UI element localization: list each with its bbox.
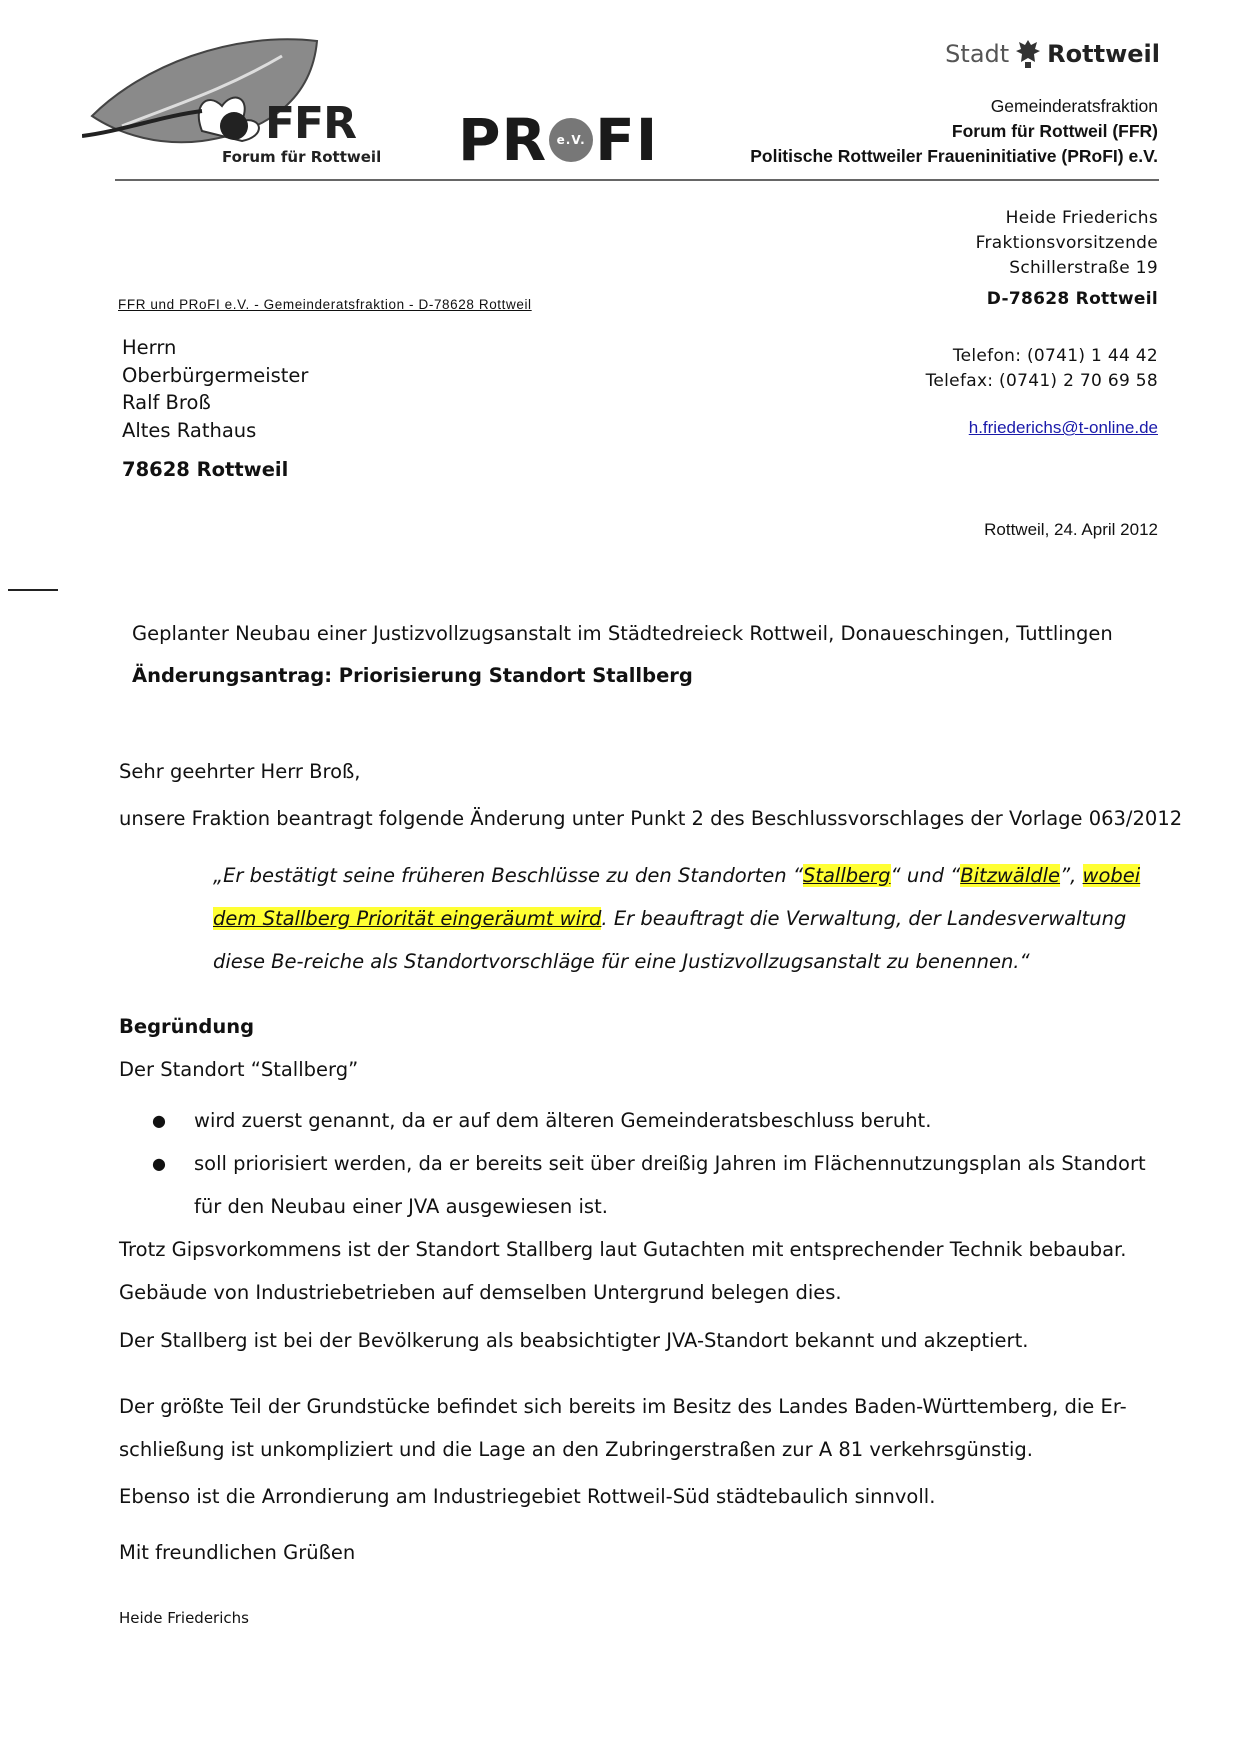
sender-phone: Telefon: (0741) 1 44 42 [952, 346, 1158, 366]
sender-street: Schillerstraße 19 [1009, 258, 1158, 278]
recipient-plz-city: 78628 Rottweil [122, 458, 289, 481]
bullet-icon: ● [152, 1111, 166, 1130]
standort-line: Der Standort “Stallberg” [119, 1058, 359, 1081]
section-heading-begruendung: Begründung [119, 1015, 255, 1038]
quote-highlight-2: Bitzwäldle [960, 864, 1061, 887]
profi-logo-ev-circle [549, 118, 593, 162]
bullet-list [152, 1099, 1162, 1228]
paragraph-4: Ebenso ist die Arrondierung am Industriegebiet Rottweil-Süd städtebaulich sinnvoll. [119, 1485, 936, 1508]
fold-mark [8, 589, 58, 591]
stadt-name: Rottweil [1047, 40, 1160, 68]
subject-line-2: Änderungsantrag: Priorisierung Standort Stallberg [132, 664, 693, 687]
quote-part-4: . Er beauftragt die Verwaltung, der Landesverwaltung diese Be-reiche als Standortvorschläge für eine Justizvollzugsanstalt zu benennen.“ [213, 907, 1127, 973]
proposed-amendment-quote [213, 854, 1161, 983]
header-line-2: Forum für Rottweil (FFR) [951, 121, 1158, 141]
list-item [152, 1099, 1162, 1142]
quote-highlight-1: Stallberg [802, 864, 891, 887]
recipient-line-2: Oberbürgermeister [122, 363, 309, 387]
return-address: FFR und PRoFI e.V. - Gemeinderatsfraktion - D-78628 Rottweil [118, 297, 532, 312]
quote-part-2: “ und “ [890, 864, 961, 887]
profi-logo-right: FI [595, 106, 659, 174]
eagle-crest-icon [1015, 38, 1041, 70]
sender-fax: Telefax: (0741) 2 70 69 58 [925, 371, 1158, 391]
recipient-line-4: Altes Rathaus [122, 418, 257, 442]
bullet-text-2: soll priorisiert werden, da er bereits seit über dreißig Jahren im Flächennutzungsplan als Standort für den Neubau einer JVA ausgewiesen ist. [194, 1152, 1146, 1218]
subject-line-1: Geplanter Neubau einer Justizvollzugsanstalt im Städtedreieck Rottweil, Donaueschingen, Tuttlingen [132, 622, 1113, 645]
recipient-line-3: Ralf Broß [122, 391, 211, 414]
header-organization-block [750, 94, 1158, 169]
sender-email-link[interactable]: h.friederichs@t-online.de [968, 418, 1158, 437]
sender-role: Fraktionsvorsitzende [975, 233, 1158, 253]
sender-name: Heide Friederichs [1005, 208, 1158, 228]
bullet-text-1: wird zuerst genannt, da er auf dem älteren Gemeinderatsbeschluss beruht. [194, 1109, 932, 1132]
paragraph-1: Trotz Gipsvorkommens ist der Standort Stallberg laut Gutachten mit entsprechender Technik bebaubar. Gebäude von Industriebetrieben auf demselben Untergrund belegen dies. [119, 1238, 1127, 1304]
sender-city: D-78628 Rottweil [986, 289, 1158, 309]
list-item [152, 1142, 1162, 1228]
closing-greeting: Mit freundlichen Grüßen [119, 1541, 356, 1564]
bullet-icon: ● [152, 1154, 166, 1173]
header-divider [115, 179, 1159, 181]
quote-part-1: „Er bestätigt seine früheren Beschlüsse zu den Standorten “ [213, 864, 803, 887]
ffr-logo-text: FFR [265, 98, 356, 149]
header-line-1: Gemeinderatsfraktion [990, 96, 1158, 116]
signature-name: Heide Friederichs [119, 1609, 249, 1627]
quote-part-3: ”, [1060, 864, 1083, 887]
recipient-block [122, 334, 308, 484]
quote-highlight-3: wobei dem Stallberg Priorität eingeräumt wird [213, 864, 1141, 930]
sender-contact [926, 344, 1158, 394]
paragraph-2: Der Stallberg ist bei der Bevölkerung als beabsichtigter JVA-Standort bekannt und akzeptiert. [119, 1329, 1029, 1352]
letter-date: Rottweil, 24. April 2012 [984, 520, 1158, 539]
profi-logo [458, 106, 658, 174]
stadt-prefix: Stadt [945, 40, 1010, 68]
intro-paragraph: unsere Fraktion beantragt folgende Änderung unter Punkt 2 des Beschlussvorschlages der Vorlage 063/2012 [119, 807, 1183, 830]
recipient-line-1: Herrn [122, 336, 177, 359]
paragraph-3: Der größte Teil der Grundstücke befindet sich bereits im Besitz des Landes Baden-Württemberg, die Er-schließung ist unkompliziert und die Lage an den Zubringerstraßen zur A 81 verkehrsgünstig. [119, 1395, 1127, 1461]
sender-block [976, 206, 1158, 312]
profi-logo-left: PR [458, 106, 548, 174]
ffr-logo-subtitle: Forum für Rottweil [222, 148, 382, 166]
salutation: Sehr geehrter Herr Broß, [119, 760, 361, 783]
profi-logo-ev: e.V. [556, 133, 586, 147]
header-line-3: Politische Rottweiler Fraueninitiative (PRoFI) e.V. [750, 146, 1158, 166]
stadt-rottweil-logo [945, 38, 1160, 70]
